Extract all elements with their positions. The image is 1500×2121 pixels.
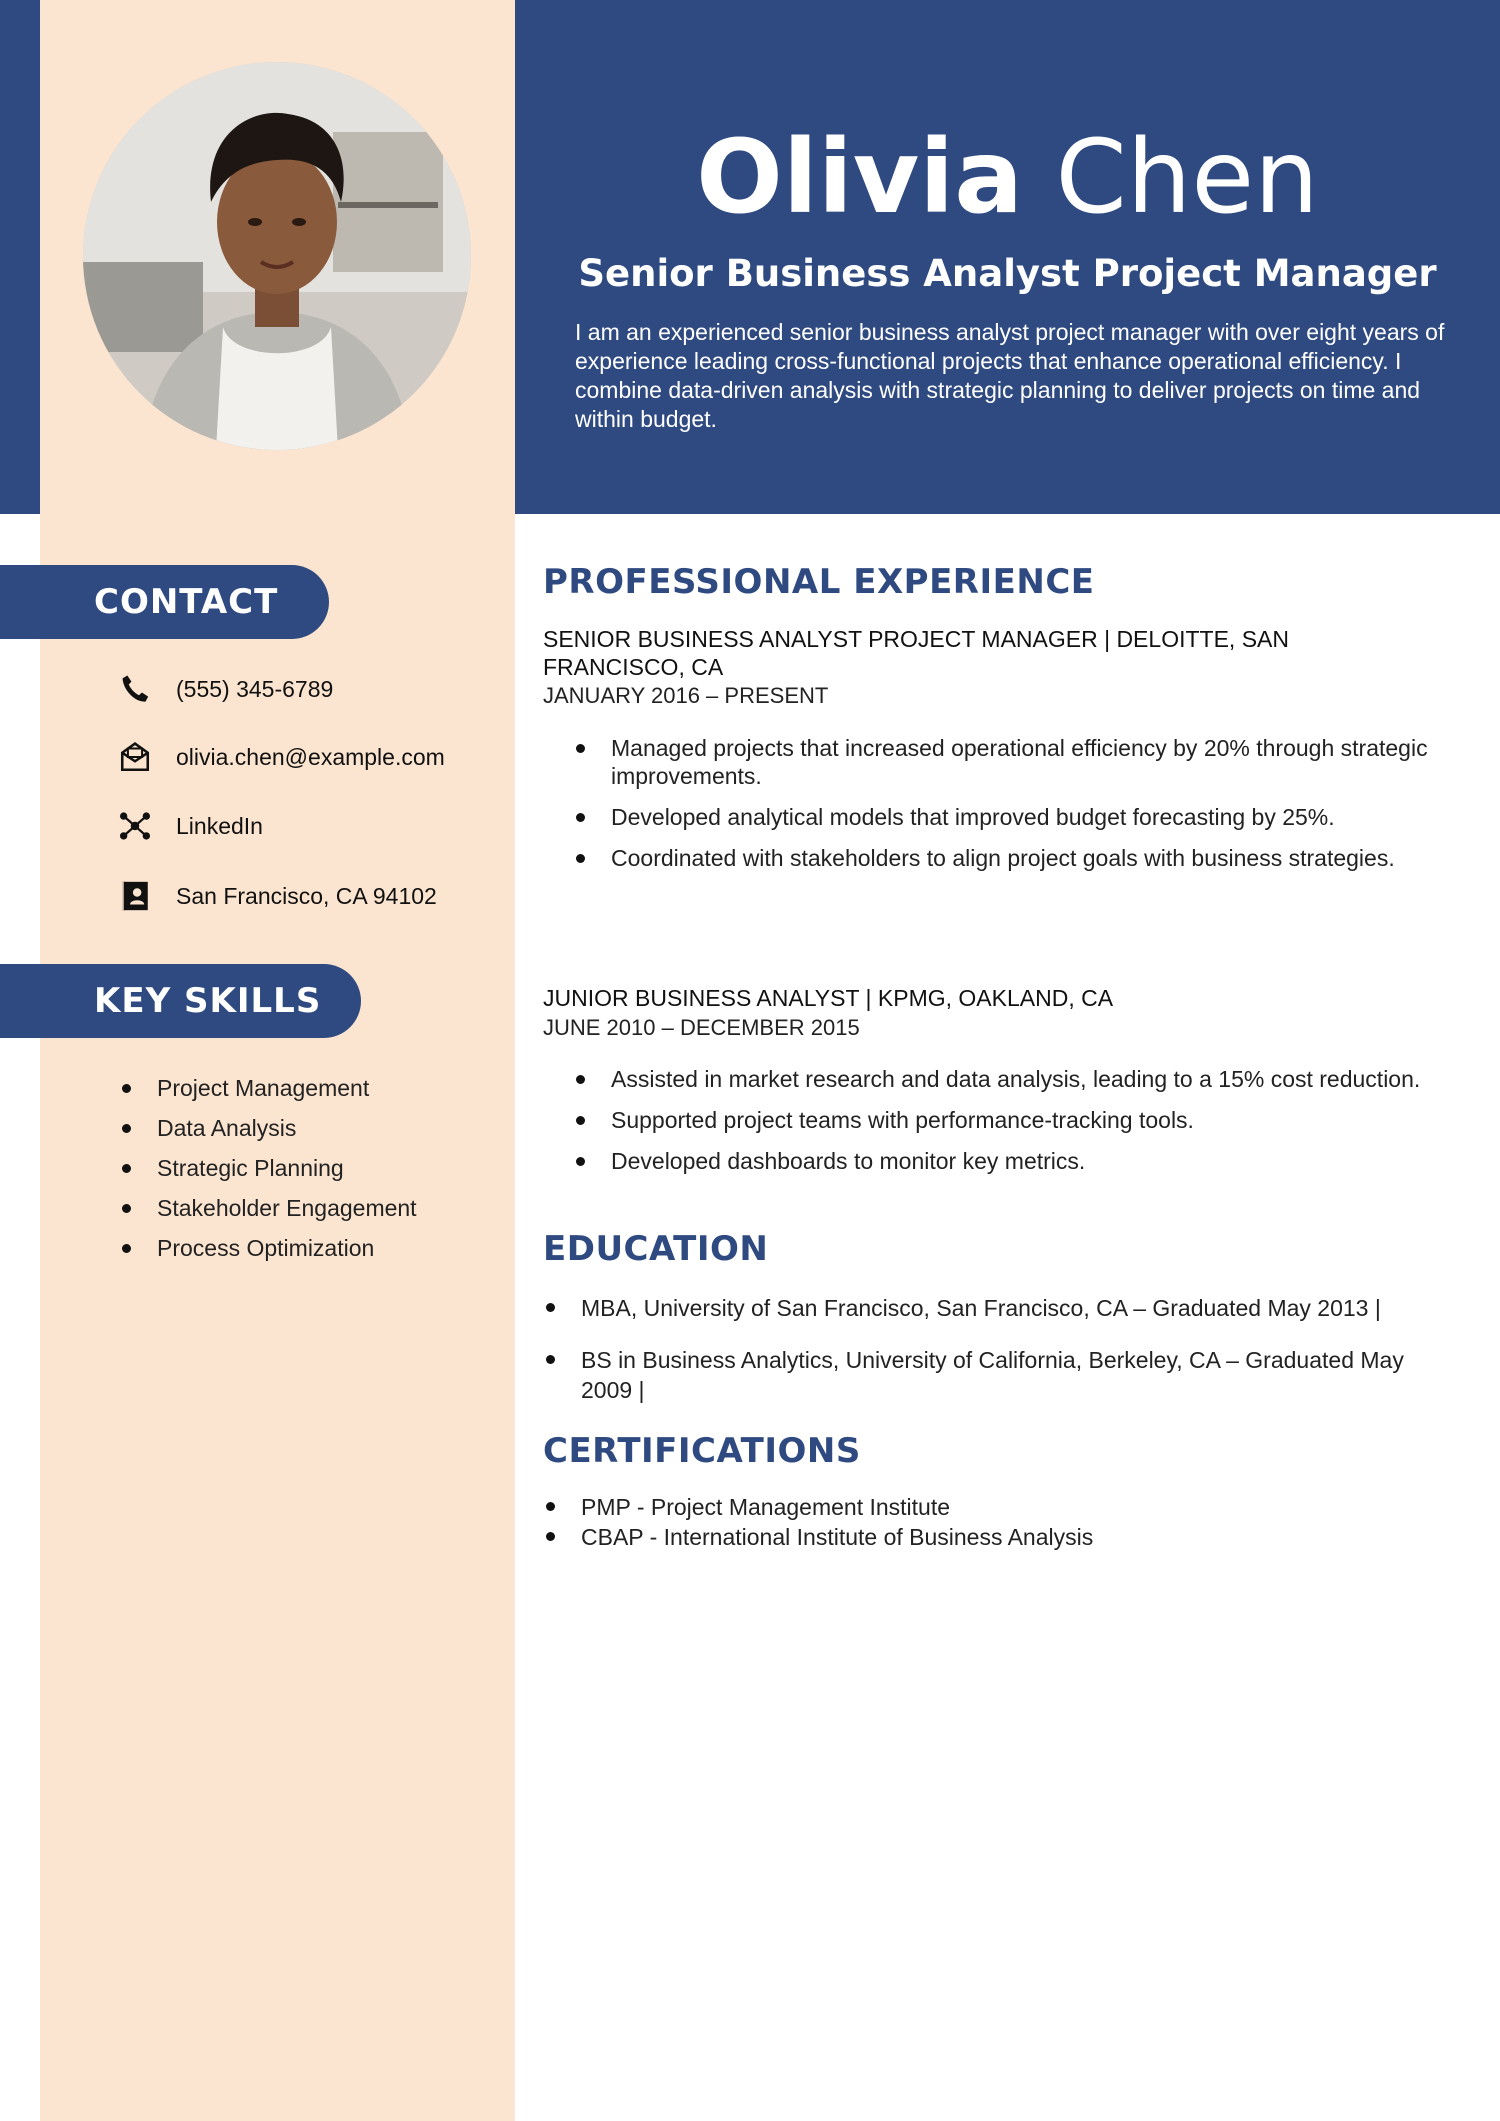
skills-heading: KEY SKILLS: [0, 964, 361, 1038]
job-bullet: Developed dashboards to monitor key metrics.: [572, 1147, 1432, 1175]
education-list: [543, 1293, 1443, 1405]
job-1-title: SENIOR BUSINESS ANALYST PROJECT MANAGER | DELOITTE, SAN FRANCISCO, CA: [543, 626, 1289, 680]
job-2-bullets: [572, 1065, 1432, 1188]
job-title-heading: Senior Business Analyst Project Manager: [578, 252, 1437, 295]
education-item: BS in Business Analytics, University of California, Berkeley, CA – Graduated May 2009 |: [543, 1345, 1443, 1405]
skill-item: Project Management: [120, 1068, 500, 1108]
job-1-dates: JANUARY 2016 – PRESENT: [543, 683, 829, 708]
job-bullet: Managed projects that increased operational efficiency by 20% through strategic improvements.: [572, 734, 1432, 790]
experience-heading: PROFESSIONAL EXPERIENCE: [543, 562, 1095, 602]
contact-linkedin[interactable]: [116, 804, 263, 848]
phone-icon: [116, 670, 154, 708]
contact-phone[interactable]: [116, 667, 333, 711]
job-bullet: Assisted in market research and data analysis, leading to a 15% cost reduction.: [572, 1065, 1432, 1093]
education-item: MBA, University of San Francisco, San Francisco, CA – Graduated May 2013 |: [543, 1293, 1443, 1323]
linkedin-text: LinkedIn: [176, 812, 263, 839]
first-name: Olivia: [696, 118, 1024, 237]
certifications-heading: CERTIFICATIONS: [543, 1431, 861, 1471]
address-book-icon: [116, 877, 154, 915]
profile-photo-image: [83, 62, 471, 450]
contact-email[interactable]: [116, 735, 445, 779]
skill-item: Data Analysis: [120, 1108, 500, 1148]
envelope-icon: [116, 738, 154, 776]
job-bullet: Developed analytical models that improved budget forecasting by 25%.: [572, 803, 1432, 831]
candidate-name: [515, 118, 1500, 238]
certification-item: CBAP - International Institute of Business Analysis: [543, 1522, 1443, 1552]
skills-list: [120, 1068, 500, 1268]
last-name: Chen: [1055, 118, 1319, 237]
network-icon: [116, 807, 154, 845]
address-text: San Francisco, CA 94102: [176, 882, 437, 909]
contact-heading: CONTACT: [0, 565, 329, 639]
profile-summary: I am an experienced senior business analyst project manager with over eight years of experience leading cross-functional projects that enhance operational efficiency. I combine data-driven analysis with strategic planning to deliver projects on time and within budget.: [575, 319, 1445, 432]
education-heading: EDUCATION: [543, 1229, 769, 1269]
certification-item: PMP - Project Management Institute: [543, 1492, 1443, 1522]
email-text: olivia.chen@example.com: [176, 743, 445, 770]
job-1-bullets: [572, 734, 1432, 885]
job-2-title: JUNIOR BUSINESS ANALYST | KPMG, OAKLAND, CA: [543, 985, 1114, 1011]
certifications-list: [543, 1492, 1443, 1552]
phone-text: (555) 345-6789: [176, 675, 334, 702]
job-bullet: Coordinated with stakeholders to align project goals with business strategies.: [572, 844, 1432, 872]
skill-item: Stakeholder Engagement: [120, 1188, 500, 1228]
contact-address[interactable]: [116, 874, 437, 918]
job-bullet: Supported project teams with performance-tracking tools.: [572, 1106, 1432, 1134]
job-2-dates: JUNE 2010 – DECEMBER 2015: [543, 1015, 860, 1040]
profile-photo: [83, 62, 471, 450]
skill-item: Strategic Planning: [120, 1148, 500, 1188]
skill-item: Process Optimization: [120, 1228, 500, 1268]
